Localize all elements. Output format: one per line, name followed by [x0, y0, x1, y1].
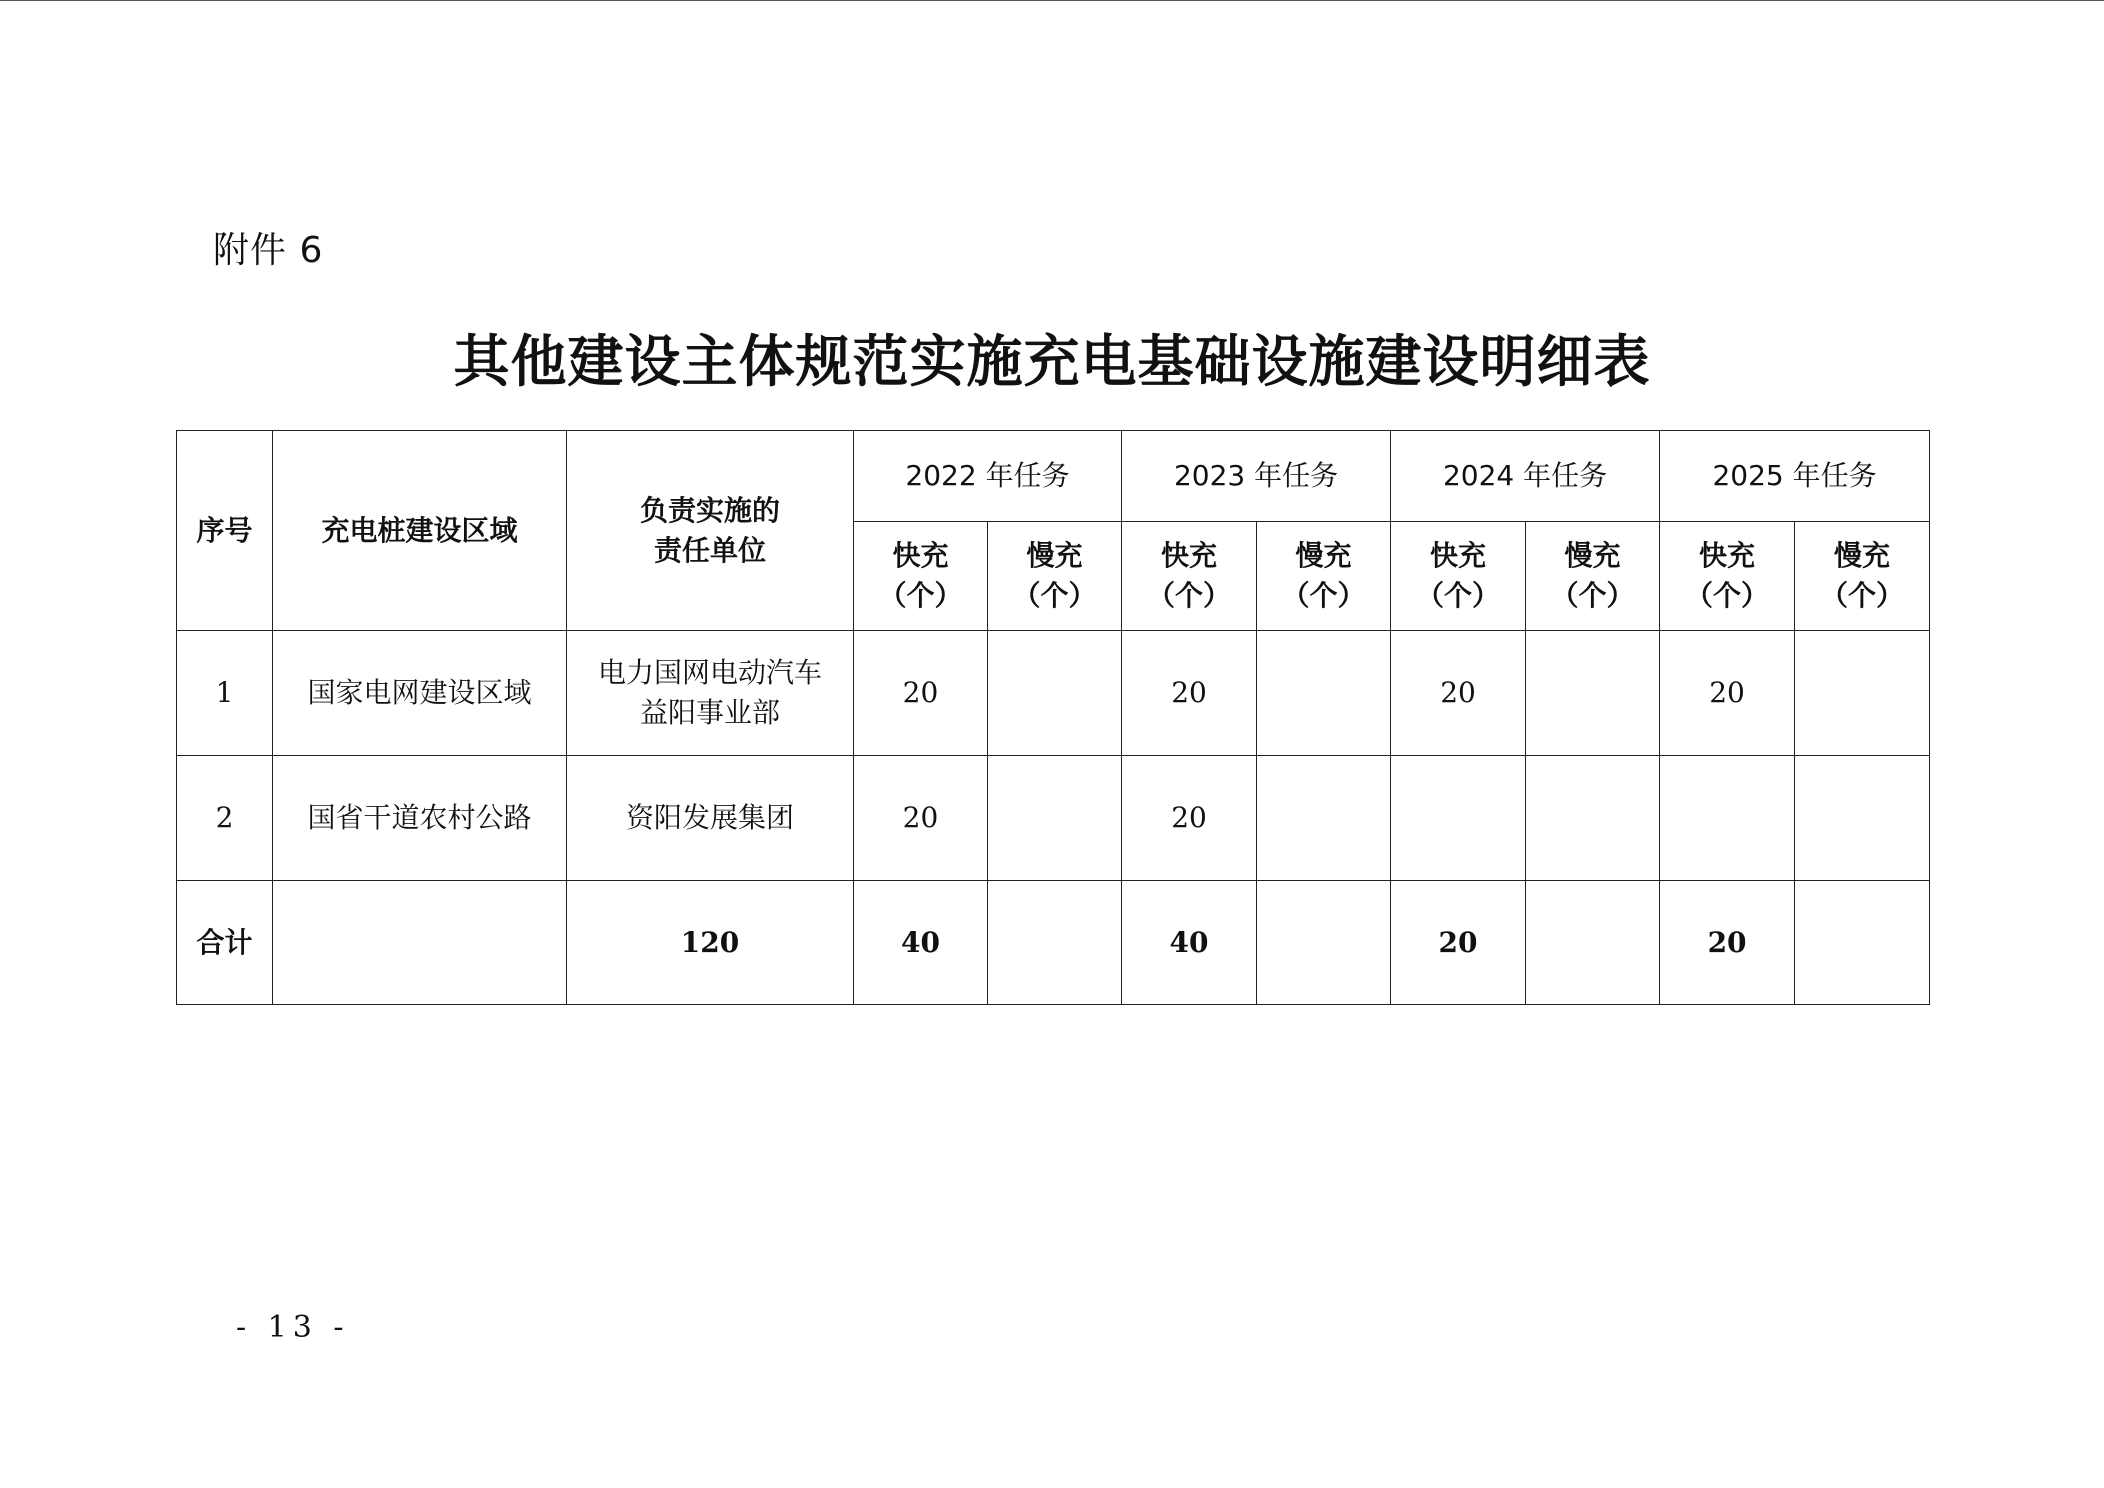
- total-row: [177, 881, 1930, 1005]
- header-unit-line1: 负责实施的: [639, 493, 780, 527]
- header-slow-2025: [1795, 522, 1930, 631]
- slow-label: 慢充: [1834, 539, 1891, 572]
- count-unit: （个）: [1281, 579, 1366, 612]
- count-unit: （个）: [1685, 579, 1770, 612]
- header-region-label: 充电桩建设区域: [321, 513, 518, 547]
- count-unit: （个）: [878, 579, 963, 612]
- row-unit-line2: 益阳事业部: [639, 696, 780, 729]
- total-unit-sum: 120: [567, 881, 854, 1005]
- count-unit: （个）: [1820, 579, 1905, 612]
- count-unit: （个）: [1147, 579, 1232, 612]
- fast-label: 快充: [1430, 539, 1487, 572]
- header-slow-2024: [1526, 522, 1660, 631]
- cell-slow-2023: [1257, 756, 1391, 881]
- fast-label: 快充: [892, 539, 949, 572]
- top-border-line: [0, 0, 2104, 1]
- cell-fast-2025: [1660, 756, 1795, 881]
- header-slow-2023: [1257, 522, 1391, 631]
- header-responsible-unit: [567, 431, 854, 631]
- header-fast-2024: [1391, 522, 1526, 631]
- cell-slow-2024: [1526, 631, 1660, 756]
- row-region: 国家电网建设区域: [273, 631, 567, 756]
- row-seq: 2: [177, 756, 273, 881]
- header-region: [273, 431, 567, 631]
- cell-fast-2022: 20: [854, 756, 988, 881]
- document-title: 其他建设主体规范实施充电基础设施建设明细表: [453, 329, 1651, 395]
- row-responsible-unit: [567, 631, 854, 756]
- total-label: 合计: [177, 881, 273, 1005]
- row-unit-line1: 资阳发展集团: [625, 801, 794, 834]
- count-unit: （个）: [1416, 579, 1501, 612]
- cell-slow-2024: [1526, 756, 1660, 881]
- cell-fast-2025: 20: [1660, 631, 1795, 756]
- slow-label: 慢充: [1295, 539, 1352, 572]
- slow-label: 慢充: [1026, 539, 1083, 572]
- count-unit: （个）: [1012, 579, 1097, 612]
- total-slow-2023: [1257, 881, 1391, 1005]
- header-year-2025: 2025 年任务: [1660, 431, 1930, 522]
- header-row-years: [177, 431, 1930, 522]
- total-fast-2022: 40: [854, 881, 988, 1005]
- total-fast-2024: 20: [1391, 881, 1526, 1005]
- header-year-2023: 2023 年任务: [1122, 431, 1391, 522]
- total-slow-2024: [1526, 881, 1660, 1005]
- fast-label: 快充: [1161, 539, 1218, 572]
- cell-slow-2022: [988, 756, 1122, 881]
- slow-label: 慢充: [1564, 539, 1621, 572]
- row-region: 国省干道农村公路: [273, 756, 567, 881]
- header-fast-2023: [1122, 522, 1257, 631]
- header-slow-2022: [988, 522, 1122, 631]
- table-row: [177, 631, 1930, 756]
- cell-fast-2024: [1391, 756, 1526, 881]
- header-unit-line2: 责任单位: [653, 533, 766, 567]
- table-row: [177, 756, 1930, 881]
- cell-fast-2024: 20: [1391, 631, 1526, 756]
- header-seq: 序号: [177, 431, 273, 631]
- charging-infrastructure-table: [176, 430, 1930, 1005]
- total-fast-2025: 20: [1660, 881, 1795, 1005]
- count-unit: （个）: [1550, 579, 1635, 612]
- fast-label: 快充: [1699, 539, 1756, 572]
- row-responsible-unit: [567, 756, 854, 881]
- total-fast-2023: 40: [1122, 881, 1257, 1005]
- header-fast-2022: [854, 522, 988, 631]
- row-unit-line1: 电力国网电动汽车: [597, 656, 822, 689]
- cell-fast-2022: 20: [854, 631, 988, 756]
- cell-slow-2022: [988, 631, 1122, 756]
- attachment-label: 附件 6: [213, 230, 324, 271]
- header-year-2022: 2022 年任务: [854, 431, 1122, 522]
- cell-fast-2023: 20: [1122, 756, 1257, 881]
- cell-slow-2025: [1795, 756, 1930, 881]
- total-slow-2022: [988, 881, 1122, 1005]
- cell-slow-2023: [1257, 631, 1391, 756]
- row-seq: 1: [177, 631, 273, 756]
- total-slow-2025: [1795, 881, 1930, 1005]
- header-year-2024: 2024 年任务: [1391, 431, 1660, 522]
- total-region: [273, 881, 567, 1005]
- page-number: - 13 -: [236, 1310, 350, 1345]
- header-fast-2025: [1660, 522, 1795, 631]
- cell-fast-2023: 20: [1122, 631, 1257, 756]
- cell-slow-2025: [1795, 631, 1930, 756]
